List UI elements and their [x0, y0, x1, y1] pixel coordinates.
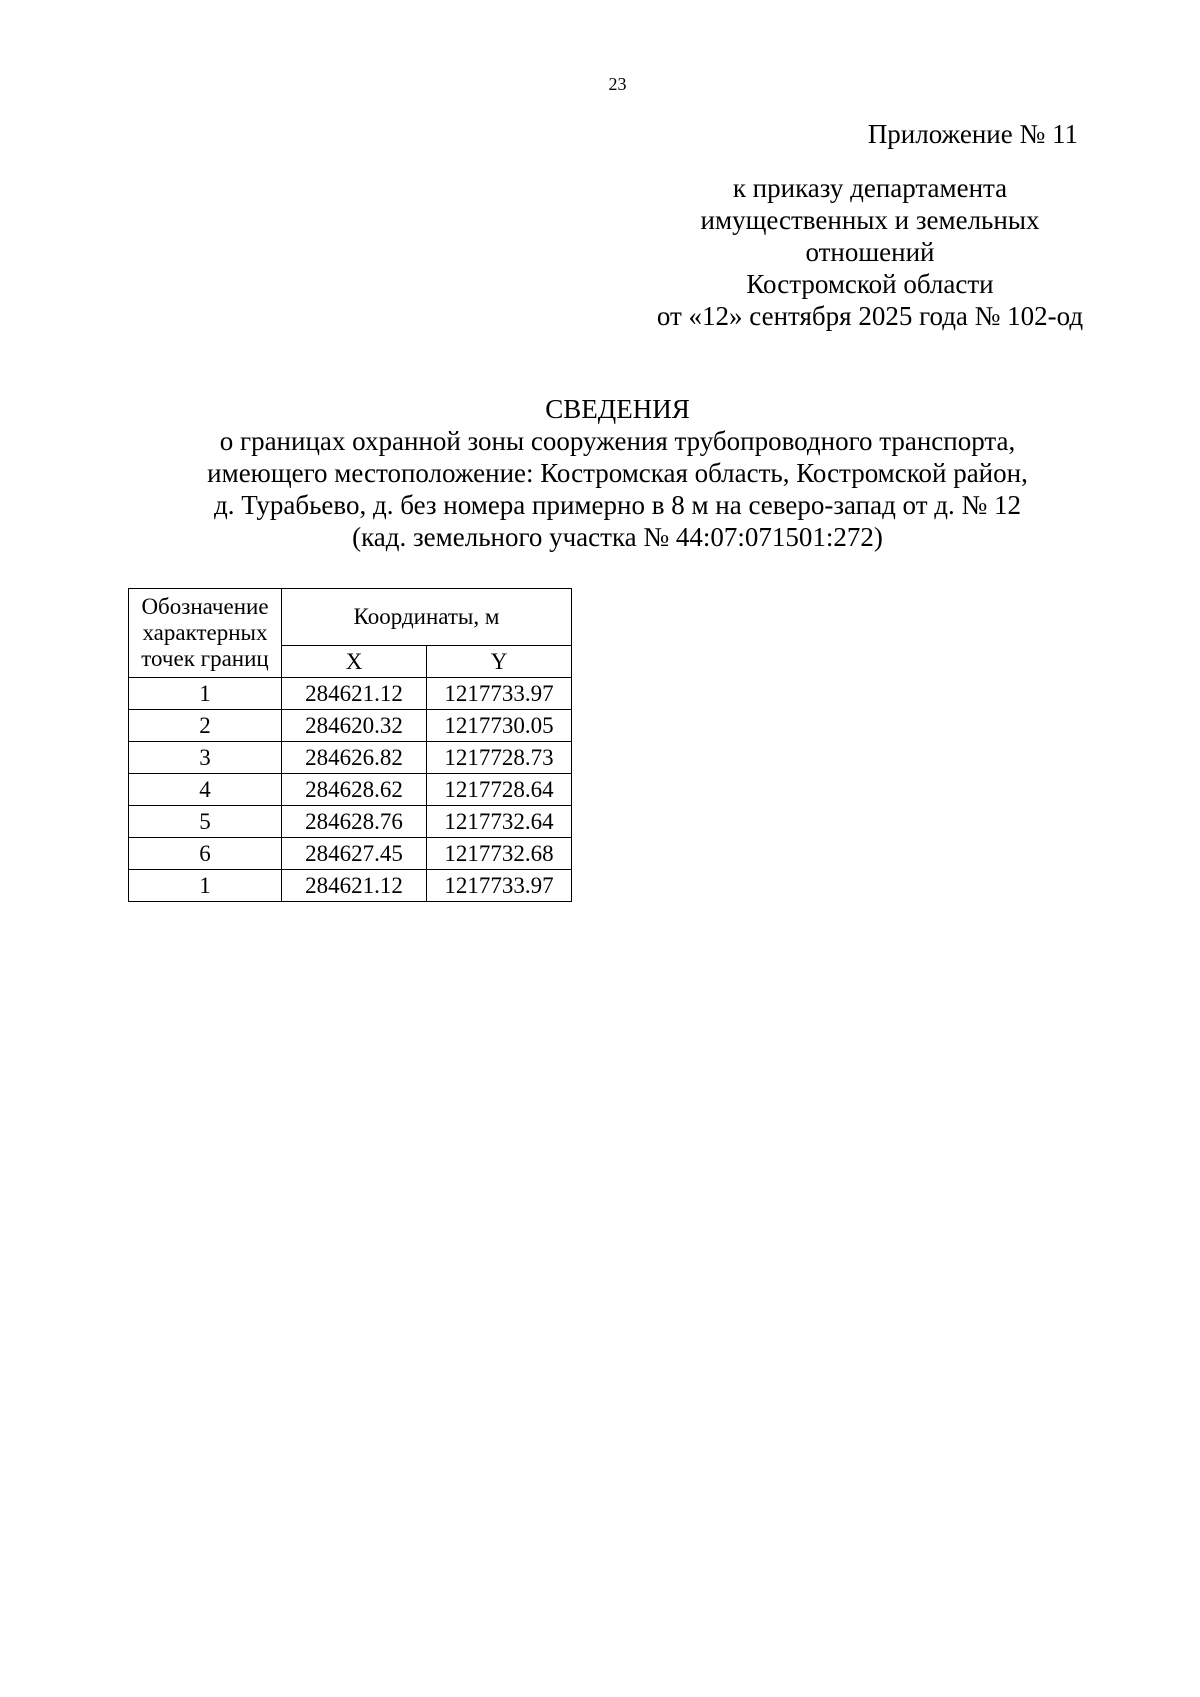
header-line: точек границ: [141, 646, 269, 671]
table-row: [129, 870, 572, 902]
x-cell: 284621.12: [282, 678, 427, 710]
y-cell: 1217732.64: [427, 806, 572, 838]
coordinates-table: [128, 588, 572, 902]
order-line: Костромской области: [746, 269, 994, 299]
subtitle-line: о границах охранной зоны сооружения трубопроводного транспорта,: [219, 426, 1016, 456]
x-cell: 284628.76: [282, 806, 427, 838]
order-reference: [580, 172, 1160, 332]
x-cell: 284621.12: [282, 870, 427, 902]
x-cell: 284620.32: [282, 710, 427, 742]
order-line: к приказу департамента: [732, 173, 1008, 203]
subtitle-line: (кад. земельного участка № 44:07:071501:272): [352, 522, 883, 552]
subtitle-line: д. Турабьево, д. без номера примерно в 8 м на северо-запад от д. № 12: [213, 490, 1021, 520]
table-row: [129, 838, 572, 870]
document-subtitle: [0, 425, 1200, 553]
subtitle-line: имеющего местоположение: Костромская область, Костромской район,: [207, 458, 1028, 488]
table-header-row: [129, 589, 572, 646]
order-line: имущественных и земельных: [700, 205, 1040, 235]
table-row: [129, 678, 572, 710]
point-cell: 2: [129, 710, 282, 742]
table-row: [129, 806, 572, 838]
appendix-title: Приложение № 11: [867, 119, 1078, 149]
point-cell: 1: [129, 678, 282, 710]
table-row: [129, 710, 572, 742]
table-row: [129, 742, 572, 774]
header-line: Обозначение: [141, 594, 269, 619]
point-cell: 3: [129, 742, 282, 774]
point-cell: 6: [129, 838, 282, 870]
point-cell: 4: [129, 774, 282, 806]
y-cell: 1217728.73: [427, 742, 572, 774]
order-line: отношений: [805, 237, 935, 267]
document-title: СВЕДЕНИЯ: [545, 394, 690, 424]
page-number: 23: [608, 74, 627, 94]
x-cell: 284627.45: [282, 838, 427, 870]
y-cell: 1217733.97: [427, 870, 572, 902]
y-cell: 1217732.68: [427, 838, 572, 870]
x-cell: 284628.62: [282, 774, 427, 806]
table-row: [129, 774, 572, 806]
y-header: Y: [427, 646, 572, 678]
header-line: характерных: [142, 620, 268, 645]
x-header: X: [282, 646, 427, 678]
point-cell: 1: [129, 870, 282, 902]
order-line: от «12» сентября 2025 года № 102-од: [656, 301, 1084, 331]
x-cell: 284626.82: [282, 742, 427, 774]
point-cell: 5: [129, 806, 282, 838]
y-cell: 1217733.97: [427, 678, 572, 710]
point-label-header: [129, 589, 282, 678]
y-cell: 1217730.05: [427, 710, 572, 742]
coordinates-header: Координаты, м: [282, 589, 572, 646]
y-cell: 1217728.64: [427, 774, 572, 806]
